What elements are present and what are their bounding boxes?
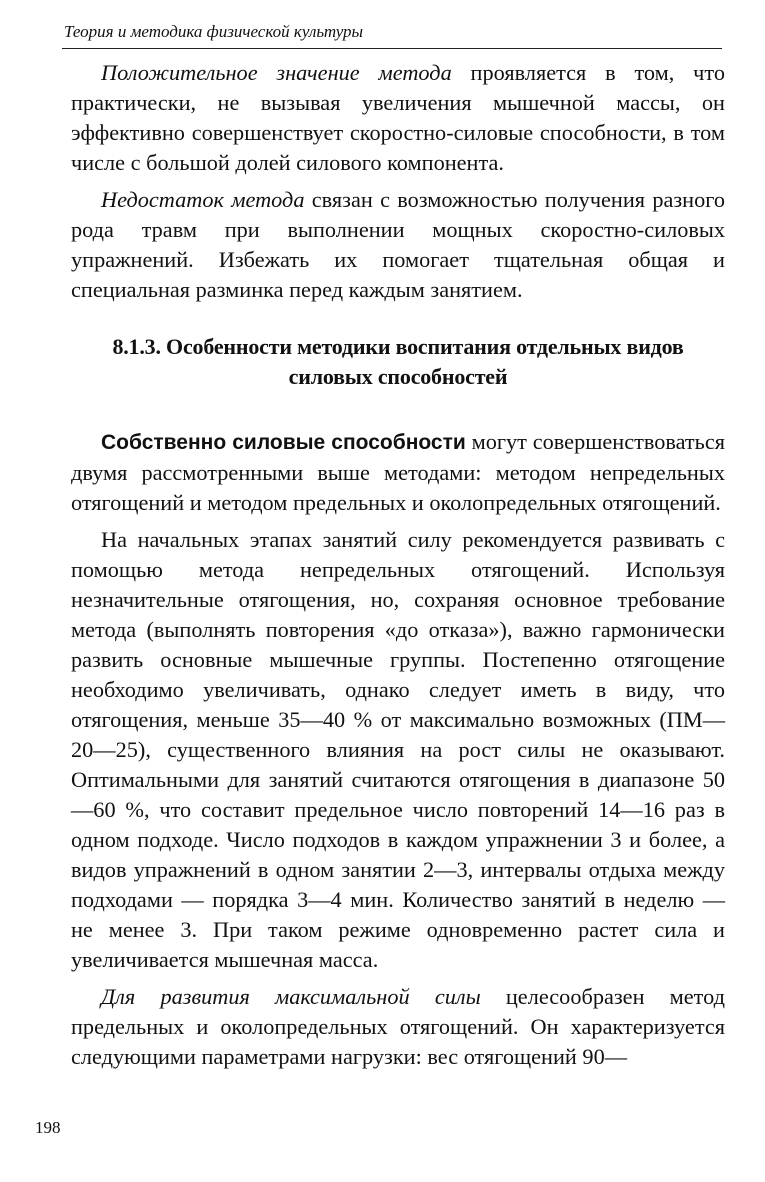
- paragraph-lead: Положительное значение метода: [101, 60, 452, 85]
- paragraph-lead: Для развития максимальной силы: [101, 984, 481, 1009]
- page-number: 198: [35, 1118, 61, 1137]
- paragraph-text: могут совершенствоваться двумя рассмотренными выше методами: методом непредельных отягощений и методом предельных и околопредельных отягощений.: [71, 429, 725, 515]
- paragraph-text: проявляется в том, что практически, не вызывая увеличения мышечной массы, он эффективно совершенствует скоростно-силовые способности, в том числе с большой долей силового компонента.: [71, 60, 725, 175]
- paragraph-lead: Собственно силовые способности: [101, 431, 466, 454]
- running-header: Теория и методика физической культуры: [64, 22, 364, 41]
- body-text: [71, 58, 725, 1079]
- paragraph: [71, 982, 725, 1072]
- section-heading: 8.1.3. Особенности методики воспитания отдельных видов силовых способностей: [112, 334, 684, 389]
- paragraph: [71, 185, 725, 305]
- paragraph-lead: Недостаток метода: [101, 187, 305, 212]
- paragraph-text: целесообразен метод предельных и околопредельных отягощений. Он характеризуется следующими параметрами нагрузки: вес отягощений 90—: [71, 984, 725, 1069]
- paragraph: [71, 427, 725, 518]
- paragraph-text: связан с возможностью получения разного рода травм при выполнении мощных скоростно-силовых упражнений. Избежать их помогает тщательная общая и специальная разминка перед каждым занятием.: [71, 187, 726, 302]
- paragraph: [71, 58, 725, 178]
- paragraph: На начальных этапах занятий силу рекомендуется развивать с помощью метода непредельных отягощений. Используя незначительные отягощения, но, сохраняя основное требование метода (выполнять повторения «до отказа»), важно гармонически развить основные мышечные группы. Постепенно отягощение необходимо увеличивать, однако следует иметь в виду, что отягощения, меньше 35—40 % от максимально возможных (ПМ—20—25), существенного влияния на рост силы не оказывают. Оптимальными для занятий считаются отягощения в диапазоне 50—60 %, что составит предельное число повторений 14—16 раз в одном подходе. Число подходов в каждом упражнении 3 и более, а видов упражнений в одном занятии 2—3, интервалы отдыха между подходами — порядка 3—4 мин. Количество занятий в неделю — не менее 3. При таком режиме одновременно растет сила и увеличивается мышечная масса.: [71, 527, 725, 972]
- header-divider: [62, 48, 722, 49]
